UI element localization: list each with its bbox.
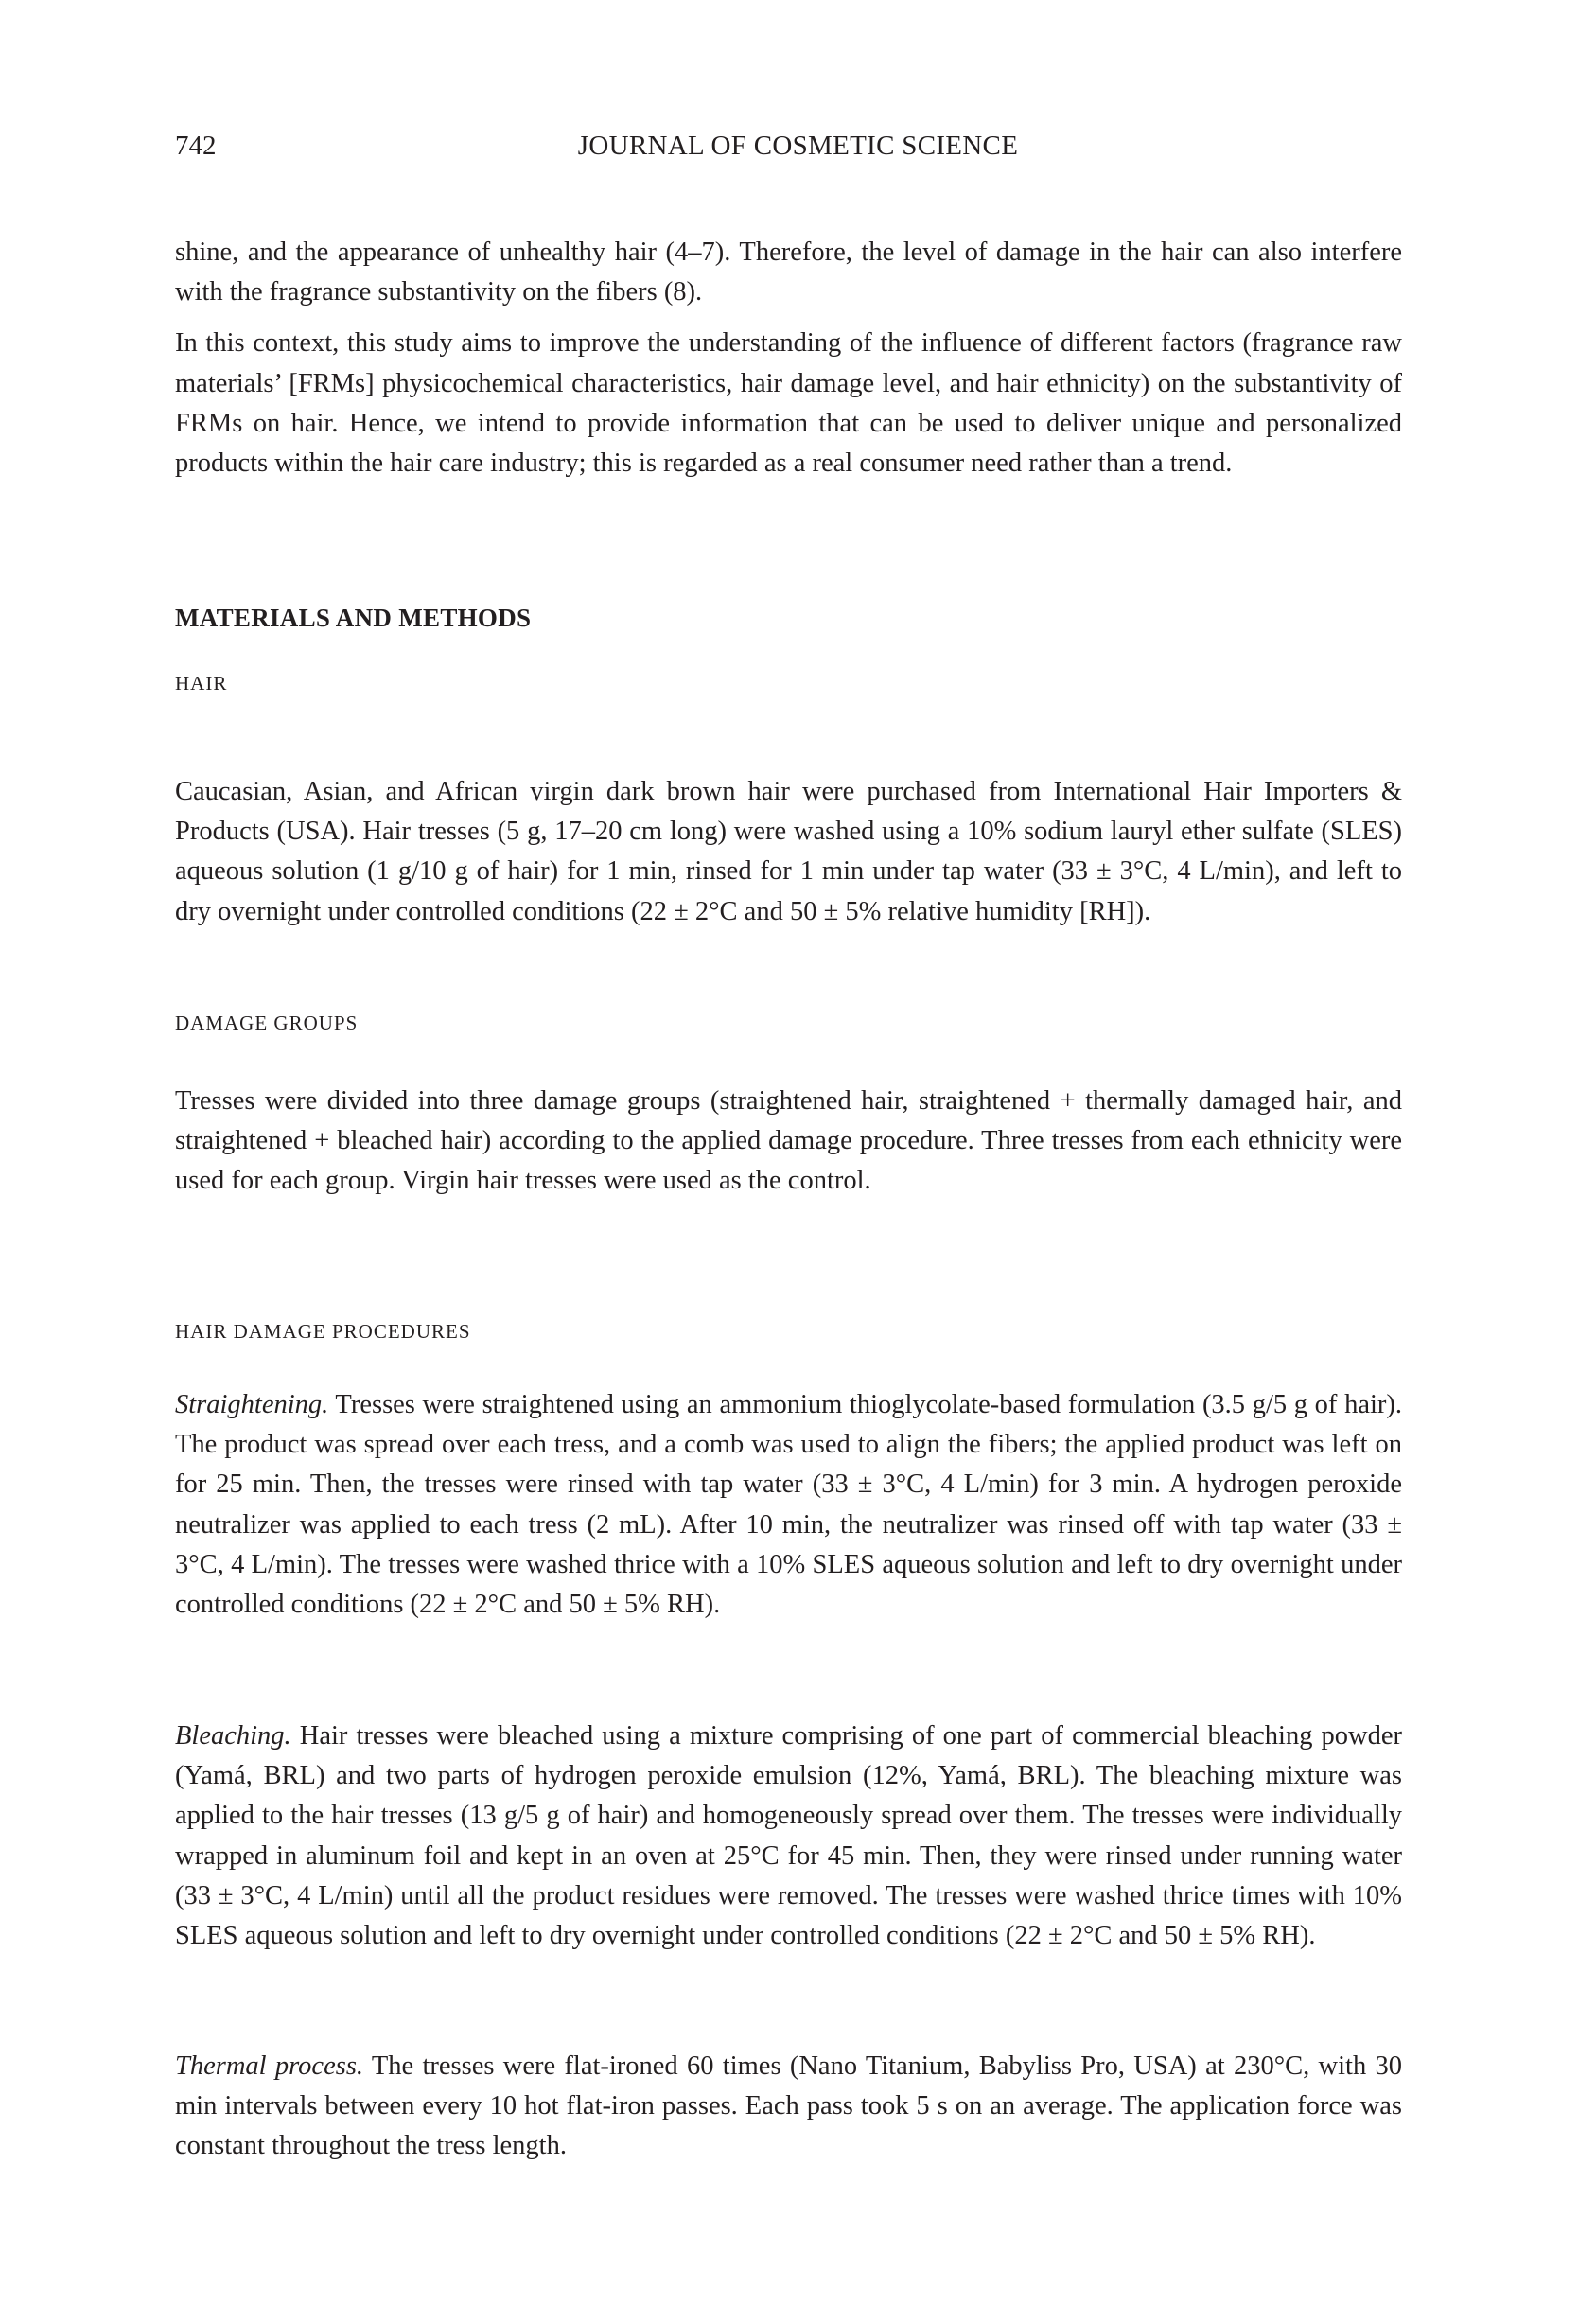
paragraph-thermal — [175, 2047, 1402, 2167]
paragraph-text: Hair tresses were bleached using a mixture comprising of one part of commercial bleaching powder (Yamá, BRL) and two parts of hydrogen peroxide emulsion (12%, Yamá, BRL). The bleaching mixture was applied to the hair tresses (13 g/5 g of hair) and homogeneously spread over them. The tresses were individually wrapped in aluminum foil and kept in an oven at 25°C for 45 min. Then, they were rinsed under running water (33 ± 3°C, 4 L/min) until all the product residues were removed. The tresses were washed thrice times with 10% SLES aqueous solution and left to dry overnight under controlled conditions (22 ± 2°C and 50 ± 5% RH). — [175, 1721, 1402, 1951]
paragraph: shine, and the appearance of unhealthy hair (4–7). Therefore, the level of damage in the hair can also interfere with the fragrance substantivity on the fibers (8). — [175, 238, 1402, 308]
run-in-heading: Thermal process. — [175, 2051, 364, 2081]
run-in-heading: Straightening. — [175, 1390, 329, 1419]
paragraph: In this context, this study aims to improve the understanding of the influence of different factors (fragrance raw materials’ [FRMs] physicochemical characteristics, hair damage level, and hair ethnicity) on the substantivity of FRMs on hair. Hence, we intend to provide information that can be used to deliver unique and personalized products within the hair care industry; this is regarded as a real consumer need rather than a trend. — [175, 328, 1402, 479]
subsection-heading: HAIR — [175, 672, 228, 695]
running-header: JOURNAL OF COSMETIC SCIENCE — [577, 131, 1019, 161]
paragraph-text: The tresses were flat-ironed 60 times (Nano Titanium, Babyliss Pro, USA) at 230°C, with 30 min intervals between every 10 hot flat-iron passes. Each pass took 5 s on an average. The application force was constant throughout the tress length. — [175, 2051, 1402, 2161]
paragraph-straightening — [175, 1385, 1402, 1625]
paragraph: Tresses were divided into three damage groups (straightened hair, straightened + thermally damaged hair, and straightened + bleached hair) according to the applied damage procedure. Three tresses from each ethnicity were used for each group. Virgin hair tresses were used as the control. — [175, 1086, 1402, 1196]
paragraph-text: Tresses were straightened using an ammonium thioglycolate-based formulation (3.5 g/5 g of hair). The product was spread over each tress, and a comb was used to align the fibers; the applied product was left on for 25 min. Then, the tresses were rinsed with tap water (33 ± 3°C, 4 L/min) for 3 min. A hydrogen peroxide neutralizer was applied to each tress (2 mL). After 10 min, the neutralizer was rinsed off with tap water (33 ± 3°C, 4 L/min). The tresses were washed thrice with a 10% SLES aqueous solution and left to dry overnight under controlled conditions (22 ± 2°C and 50 ± 5% RH). — [175, 1390, 1402, 1620]
page-number: 742 — [175, 131, 217, 161]
section-heading: MATERIALS AND METHODS — [175, 604, 532, 632]
subsection-heading: DAMAGE GROUPS — [175, 1012, 359, 1034]
paragraph: Caucasian, Asian, and African virgin dark brown hair were purchased from International Hair Importers & Products (USA). Hair tresses (5 g, 17–20 cm long) were washed using a 10% sodium lauryl ether sulfate (SLES) aqueous solution (1 g/10 g of hair) for 1 min, rinsed for 1 min under tap water (33 ± 3°C, 4 L/min), and left to dry overnight under controlled conditions (22 ± 2°C and 50 ± 5% relative humidity [RH]). — [175, 777, 1402, 926]
run-in-heading: Bleaching. — [175, 1721, 291, 1751]
paragraph-bleaching — [175, 1716, 1402, 1956]
intro-section — [175, 233, 1402, 484]
subsection-heading: HAIR DAMAGE PROCEDURES — [175, 1320, 471, 1343]
